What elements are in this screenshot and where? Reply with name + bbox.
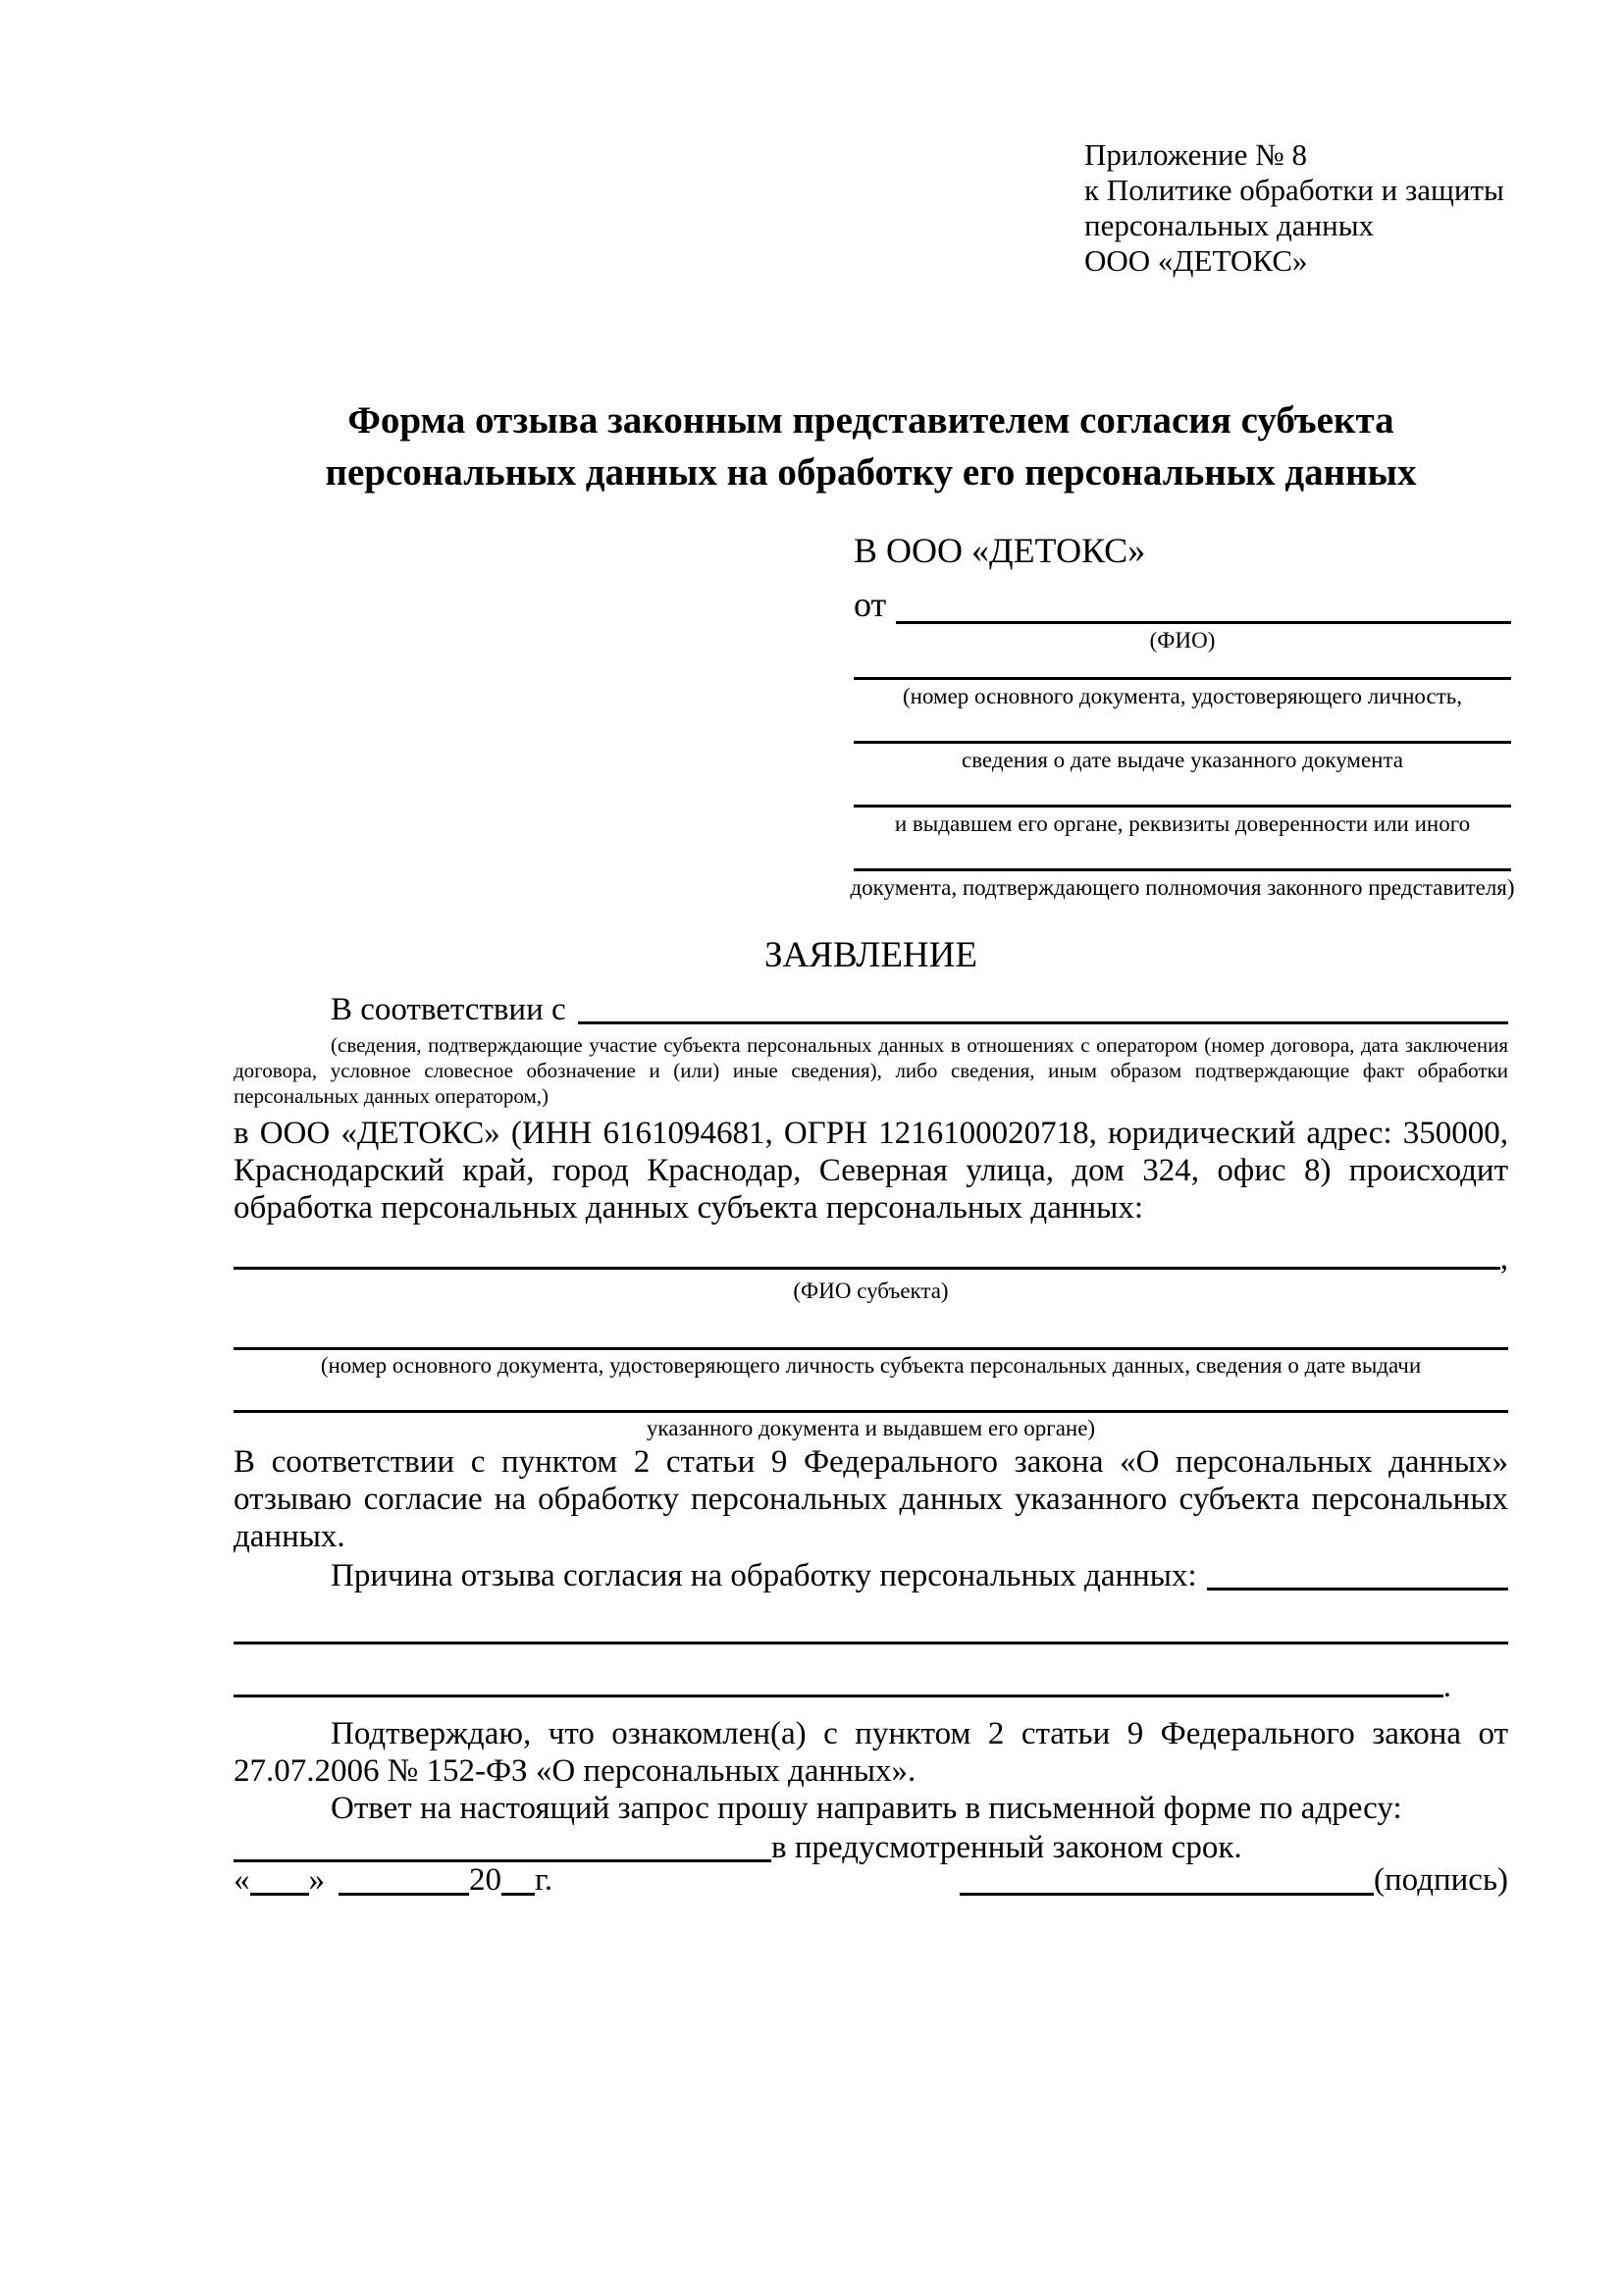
statement-heading: ЗАЯВЛЕНИЕ — [764, 935, 977, 975]
intro-prefix: В соответствии с — [331, 992, 566, 1027]
operator-paragraph: в ООО «ДЕТОКС» (ИНН 6161094681, ОГРН 1216100020718, юридический адрес: 350000, Краснодарский край, город Краснодар, Северная улица, дом 324, офис 8) происходит обработка персональных данных субъекта персональных данных: — [234, 1116, 1508, 1226]
date-signature-row — [234, 1860, 1508, 1900]
intro-row — [234, 989, 1508, 1028]
subject-fio-fill-in-line — [234, 1267, 1500, 1270]
addressee-block — [850, 530, 1515, 901]
authority-document-fill-in-line — [854, 868, 1511, 871]
trailing-comma: , — [1499, 1241, 1508, 1277]
signature-caption: (подпись) — [1374, 1862, 1508, 1898]
appendix-line: Приложение № 8 — [1084, 137, 1307, 172]
fio-caption: (ФИО) — [1149, 628, 1216, 652]
line-caption: сведения о дате выдаче указанного документа — [961, 748, 1404, 772]
close-quote: » — [308, 1862, 325, 1898]
intro-caption: (сведения, подтверждающие участие субъекта персональных данных в отношениях с оператором (номер договора, дата заключения договора, условное словесное обозначение и (или) иные сведения), либо сведения, иным образом подтверждающие факт обработки персональных данных оператором,) — [234, 1033, 1508, 1108]
reply-suffix: в предусмотренный законом срок. — [771, 1830, 1242, 1865]
subject-fio-caption: (ФИО субъекта) — [793, 1278, 949, 1303]
signature-field — [960, 1860, 1508, 1900]
reason-blank-line-2 — [234, 1695, 1443, 1697]
issuing-authority-fill-in-line — [854, 805, 1511, 808]
line-caption: (номер основного документа, удостоверяющего личность, — [902, 684, 1462, 708]
subject-document-fill-in-line — [234, 1347, 1508, 1350]
line-caption: документа, подтверждающего полномочия законного представителя) — [850, 875, 1515, 900]
line-caption: и выдавшем его органе, реквизиты доверенности или иного — [894, 811, 1471, 836]
month-fill-in-line — [339, 1893, 469, 1896]
subject-document-fill-in-line-2 — [234, 1410, 1508, 1413]
fio-fill-in-line — [896, 621, 1511, 624]
withdraw-paragraph: В соответствии с пунктом 2 статьи 9 Федерального закона «О персональных данных» отзываю согласие на обработку персональных данных указанного субъекта персональных данных. — [234, 1444, 1508, 1554]
reply-paragraph: Ответ на настоящий запрос прошу направить в письменной форме по адресу: — [331, 1791, 1402, 1826]
from-label: от — [854, 585, 887, 624]
reason-fill-in-line — [1207, 1588, 1508, 1591]
issue-date-fill-in-line — [854, 741, 1511, 744]
document-title — [234, 394, 1508, 498]
title-line-2: персональных данных на обработку его персональных данных — [325, 451, 1417, 494]
trailing-period: . — [1442, 1669, 1451, 1704]
subject-fio-row — [234, 1236, 1508, 1276]
subject-document-caption-1: (номер основного документа, удостоверяющего личность субъекта персональных данных, сведения о дате выдачи — [320, 1353, 1422, 1378]
reason-label: Причина отзыва согласия на обработку персональных данных: — [331, 1558, 1197, 1593]
document-number-fill-in-line — [854, 677, 1511, 680]
appendix-line: персональных данных — [1084, 208, 1375, 242]
appendix-line: ООО «ДЕТОКС» — [1084, 243, 1308, 278]
confirm-paragraph: Подтверждаю, что ознакомлен(а) с пунктом 2 статьи 9 Федерального закона от 27.07.2006 № 152-ФЗ «О персональных данных». — [234, 1716, 1508, 1789]
basis-fill-in-line — [578, 1021, 1508, 1024]
appendix-reference-block — [1084, 137, 1504, 279]
day-fill-in-line — [250, 1893, 309, 1896]
reason-blank-line-1 — [234, 1642, 1508, 1644]
year-prefix: 20 — [469, 1862, 501, 1898]
title-line-1: Форма отзыва законным представителем согласия субъекта — [347, 399, 1394, 442]
reason-blank-line-2-row — [234, 1670, 1508, 1703]
signature-fill-in-line — [960, 1893, 1374, 1896]
statement-body — [234, 934, 1508, 1866]
addressee-to: В ООО «ДЕТОКС» — [854, 531, 1146, 570]
date-field — [234, 1860, 552, 1900]
appendix-line: к Политике обработки и защиты — [1084, 173, 1504, 207]
open-quote: « — [234, 1862, 250, 1898]
reason-row — [234, 1555, 1508, 1594]
addressee-from-row — [854, 581, 1511, 624]
subject-document-caption-2: указанного документа и выдавшем его органе) — [646, 1416, 1096, 1440]
year-fill-in-line — [501, 1893, 535, 1896]
year-suffix: г. — [535, 1862, 553, 1898]
